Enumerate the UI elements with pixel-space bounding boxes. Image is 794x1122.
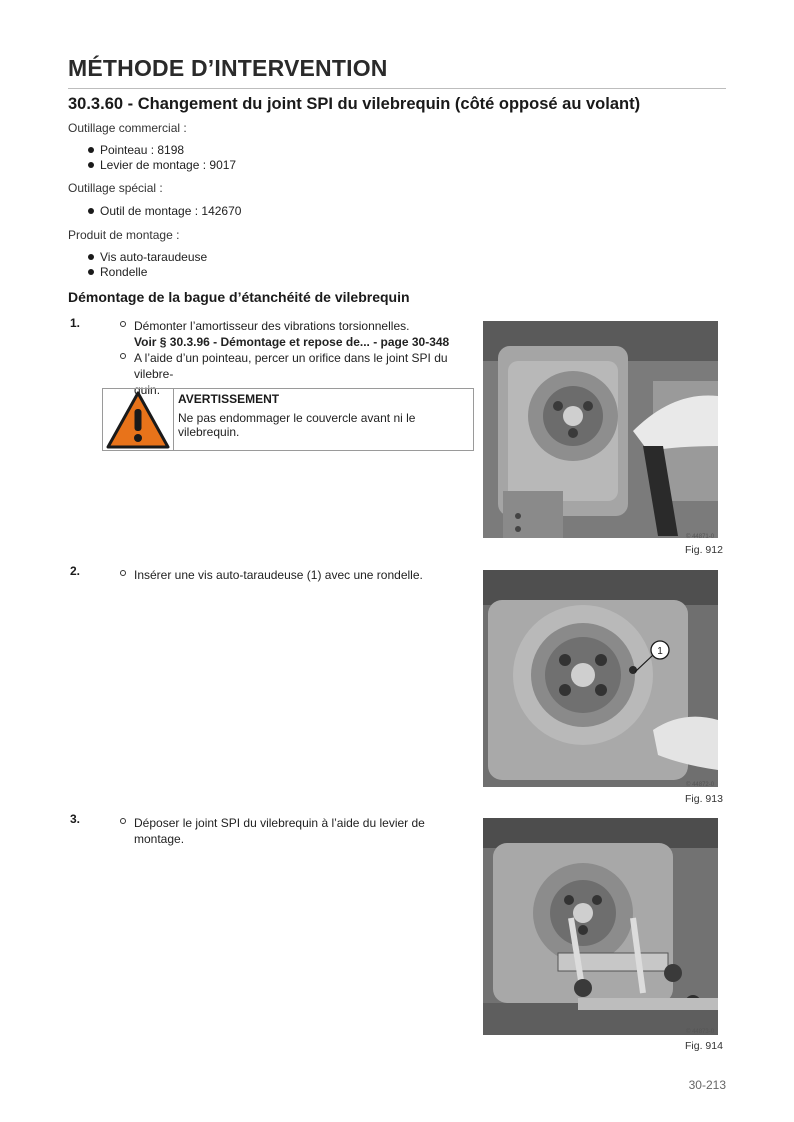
step-3-text: Déposer le joint SPI du vilebrequin à l’aide du levier de montage. bbox=[120, 815, 472, 847]
page-title: MÉTHODE D’INTERVENTION bbox=[68, 55, 388, 81]
section-title: 30.3.60 - Changement du joint SPI du vilebrequin (côté opposé au volant) bbox=[68, 95, 641, 113]
warning-triangle-icon bbox=[106, 391, 170, 449]
list-item: Vis auto-taraudeuse bbox=[88, 250, 207, 265]
warning-heading: AVERTISSEMENT bbox=[178, 392, 280, 406]
circle-bullet-icon bbox=[120, 570, 126, 576]
figure-914-photo bbox=[483, 818, 718, 1035]
special-tools-list bbox=[88, 204, 241, 219]
figure-caption: Fig. 914 bbox=[685, 1040, 723, 1052]
circle-bullet-icon bbox=[120, 321, 126, 327]
warning-text: Ne pas endommager le couvercle avant ni le vilebrequin. bbox=[178, 411, 416, 439]
step-number: 2. bbox=[70, 564, 81, 578]
commercial-tools-list bbox=[88, 143, 236, 173]
figure-913-photo bbox=[483, 570, 718, 787]
figure-code: © 44872-0 bbox=[686, 782, 715, 788]
figure-caption: Fig. 913 bbox=[685, 793, 723, 805]
commercial-tools-label: Outillage commercial : bbox=[68, 121, 187, 135]
subsection-title: Démontage de la bague d’étanchéité de vilebrequin bbox=[68, 289, 410, 305]
product-list bbox=[88, 250, 207, 280]
figure-code: © 44873-0 bbox=[686, 1029, 715, 1035]
list-item: Levier de montage : 9017 bbox=[88, 158, 236, 173]
figure-caption: Fig. 912 bbox=[685, 544, 723, 556]
step-2-text: Insérer une vis auto-taraudeuse (1) avec une rondelle. bbox=[120, 567, 472, 583]
figure-code: © 44871-0 bbox=[686, 534, 715, 540]
product-label: Produit de montage : bbox=[68, 228, 180, 242]
circle-bullet-icon bbox=[120, 818, 126, 824]
cross-reference: Voir § 30.3.96 - Démontage et repose de... - page 30-348 bbox=[134, 335, 450, 349]
warning-icon-cell bbox=[103, 389, 174, 450]
circle-bullet-icon bbox=[120, 353, 126, 359]
step-number: 3. bbox=[70, 812, 81, 826]
page-number: 30-213 bbox=[688, 1078, 726, 1092]
list-item: Outil de montage : 142670 bbox=[88, 204, 241, 219]
title-divider bbox=[68, 88, 726, 89]
figure-912-photo bbox=[483, 321, 718, 538]
special-tools-label: Outillage spécial : bbox=[68, 181, 163, 195]
warning-box bbox=[102, 388, 474, 451]
list-item: Pointeau : 8198 bbox=[88, 143, 236, 158]
list-item: Rondelle bbox=[88, 265, 207, 280]
callout-label: 1 bbox=[657, 646, 663, 657]
step-number: 1. bbox=[70, 316, 81, 330]
step-1-text: Démonter l’amortisseur des vibrations torsionnelles. Voir § 30.3.96 - Démontage et repose de... - page 30-348 A l’aide d’un pointeau, percer un orifice dans le joint SPI du vilebre- quin. bbox=[120, 318, 472, 398]
